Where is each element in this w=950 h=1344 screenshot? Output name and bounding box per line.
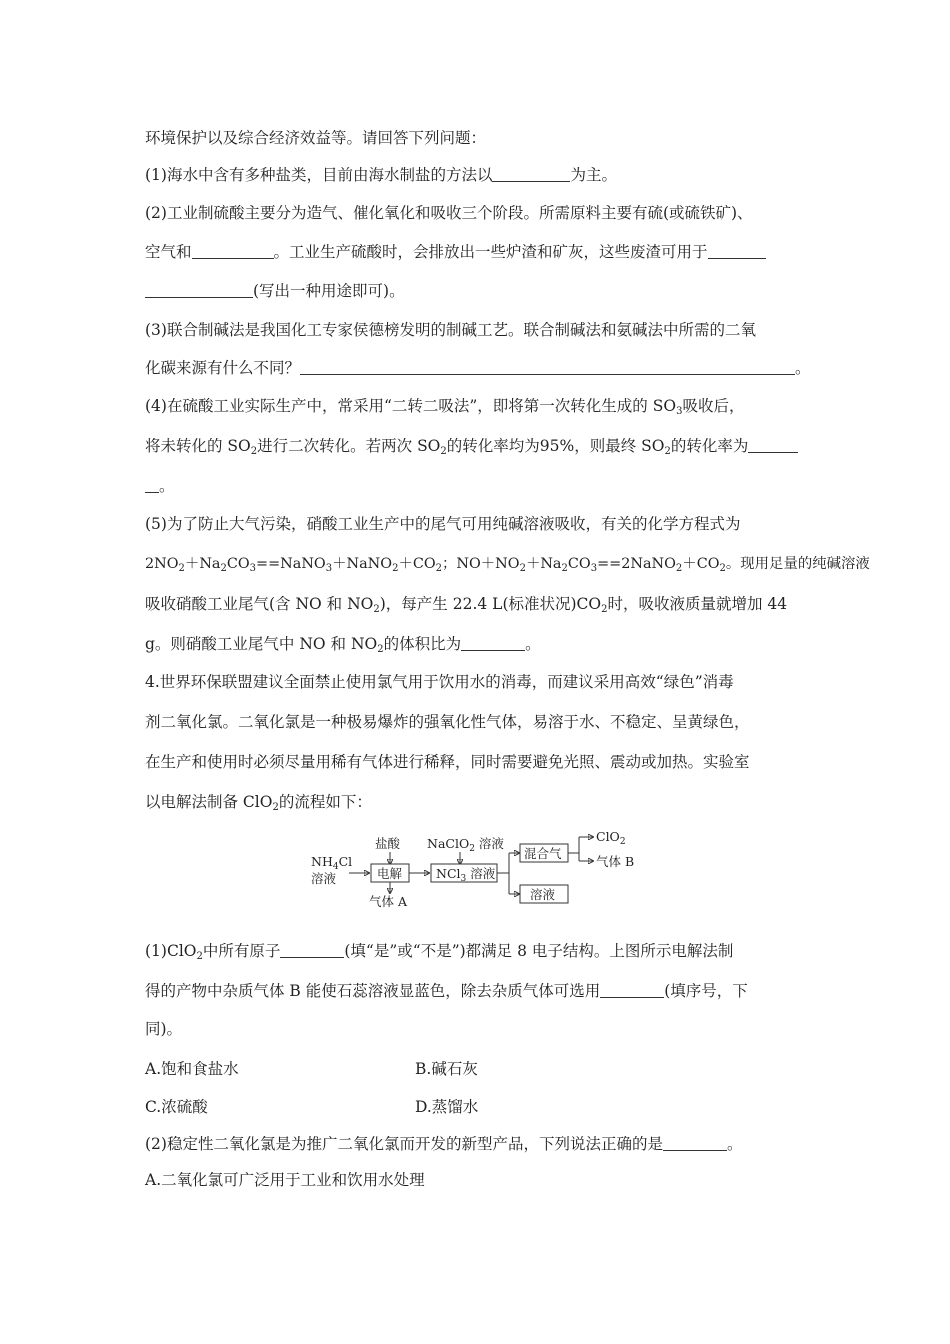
- answer-blank: [192, 243, 274, 259]
- option-b: B.碱石灰: [415, 1060, 478, 1078]
- problem-4-line-4: 以电解法制备 ClO$_2$的流程如下：: [145, 793, 372, 813]
- electrolysis-label: 电解: [377, 866, 403, 881]
- naclo2-label: NaClO$_2$ 溶液: [427, 836, 504, 854]
- question-3-line-1: (3)联合制碱法是我国化工专家侯德榜发明的制碱工艺。联合制碱法和氨碱法中所需的二氧: [145, 321, 756, 339]
- answer-blank: [145, 282, 253, 298]
- subquestion-2-option-a: A.二氧化氯可广泛用于工业和饮用水处理: [145, 1171, 425, 1189]
- subquestion-1-line-1: (1)ClO$_2$中所有原子 (填“是”或“不是”)都满足 8 电子结构。上图所示电解法制: [145, 942, 734, 962]
- question-5-line-4: g。则硝酸工业尾气中 NO 和 $NO_2$的体积比为 。: [145, 635, 541, 655]
- subquestion-1-line-3: 同)。: [145, 1020, 183, 1038]
- question-5-line-1: (5)为了防止大气污染，硝酸工业生产中的尾气可用纯碱溶液吸收，有关的化学方程式为: [145, 515, 741, 533]
- answer-blank: [600, 982, 664, 998]
- mixed-gas-label: 混合气: [524, 846, 562, 861]
- question-2-line-2: 空气和 。工业生产硫酸时，会排放出一些炉渣和矿灰，这些废渣可用于: [145, 242, 766, 262]
- question-5-line-3: 吸收硝酸工业尾气(含 NO 和 $NO_2$)，每产生 22.4 L(标准状况)$CO_2$时，吸收液质量就增加 44: [145, 595, 788, 615]
- answer-blank: [708, 243, 766, 259]
- question-2-line-1: (2)工业制硫酸主要分为造气、催化氧化和吸收三个阶段。所需原料主要有硫(或硫铁矿)、: [145, 204, 753, 222]
- intro-line: 环境保护以及综合经济效益等。请回答下列问题：: [145, 129, 487, 147]
- problem-4-line-3: 在生产和使用时必须尽量用稀有气体进行稀释，同时需要避免光照、震动或加热。实验室: [145, 753, 750, 771]
- gas-b-label: 气体 B: [596, 854, 635, 869]
- answer-blank: [145, 477, 159, 493]
- option-a: A.饱和食盐水: [145, 1060, 239, 1078]
- answer-blank: [461, 635, 525, 651]
- option-c: C.浓硫酸: [145, 1098, 208, 1116]
- question-4-line-1: (4)在硫酸工业实际生产中，常采用“二转二吸法”，即将第一次转化生成的 $SO_3$吸收后，: [145, 397, 745, 417]
- question-4-line-3: 。: [145, 476, 175, 496]
- problem-4-line-2: 剂二氧化氯。二氧化氯是一种极易爆炸的强氧化性气体，易溶于水、不稳定、呈黄绿色，: [145, 713, 750, 731]
- question-3-line-2: 化碳来源有什么不同？ 。: [145, 359, 811, 377]
- question-5-equations: $2NO_2+Na_2CO_3==NaNO_3+NaNO_2+CO_2$；$NO+NO_2+Na_2CO_3==2NaNO_2+CO_2$。现用足量的纯碱溶液: [145, 556, 870, 574]
- input-solution-label: 溶液: [311, 871, 337, 886]
- answer-blank: [663, 1135, 727, 1151]
- solution-label: 溶液: [530, 887, 556, 902]
- question-1: (1)海水中含有多种盐类，目前由海水制盐的方法以 为主。: [145, 166, 617, 184]
- subquestion-1-line-2: 得的产物中杂质气体 B 能使石蕊溶液显蓝色，除去杂质气体可选用 (填序号，下: [145, 982, 748, 1000]
- subquestion-2-line-1: (2)稳定性二氧化氯是为推广二氧化氯而开发的新型产品，下列说法正确的是 。: [145, 1135, 743, 1153]
- clo2-label: ClO$_2$: [596, 830, 626, 847]
- answer-blank: [492, 166, 570, 182]
- problem-4-line-1: 4.世界环保联盟建议全面禁止使用氯气用于饮用水的消毒，而建议采用高效“绿色”消毒: [145, 673, 734, 691]
- answer-blank: [280, 942, 344, 958]
- gas-a-label: 气体 A: [369, 894, 408, 909]
- electrolysis-flowchart: [305, 830, 645, 912]
- answer-blank: [300, 359, 795, 375]
- answer-blank: [748, 437, 798, 453]
- question-4-line-2: 将未转化的 $SO_2$进行二次转化。若两次 $SO_2$的转化率均为95%，则最终 $SO_2$的转化率为: [145, 436, 798, 456]
- question-2-line-3: (写出一种用途即可)。: [145, 281, 405, 301]
- input-label: $NH_4Cl$: [311, 854, 353, 872]
- option-d: D.蒸馏水: [415, 1098, 479, 1116]
- hydrochloric-acid-label: 盐酸: [375, 836, 401, 851]
- ncl3-label: NCl$_3$ 溶液: [436, 866, 496, 884]
